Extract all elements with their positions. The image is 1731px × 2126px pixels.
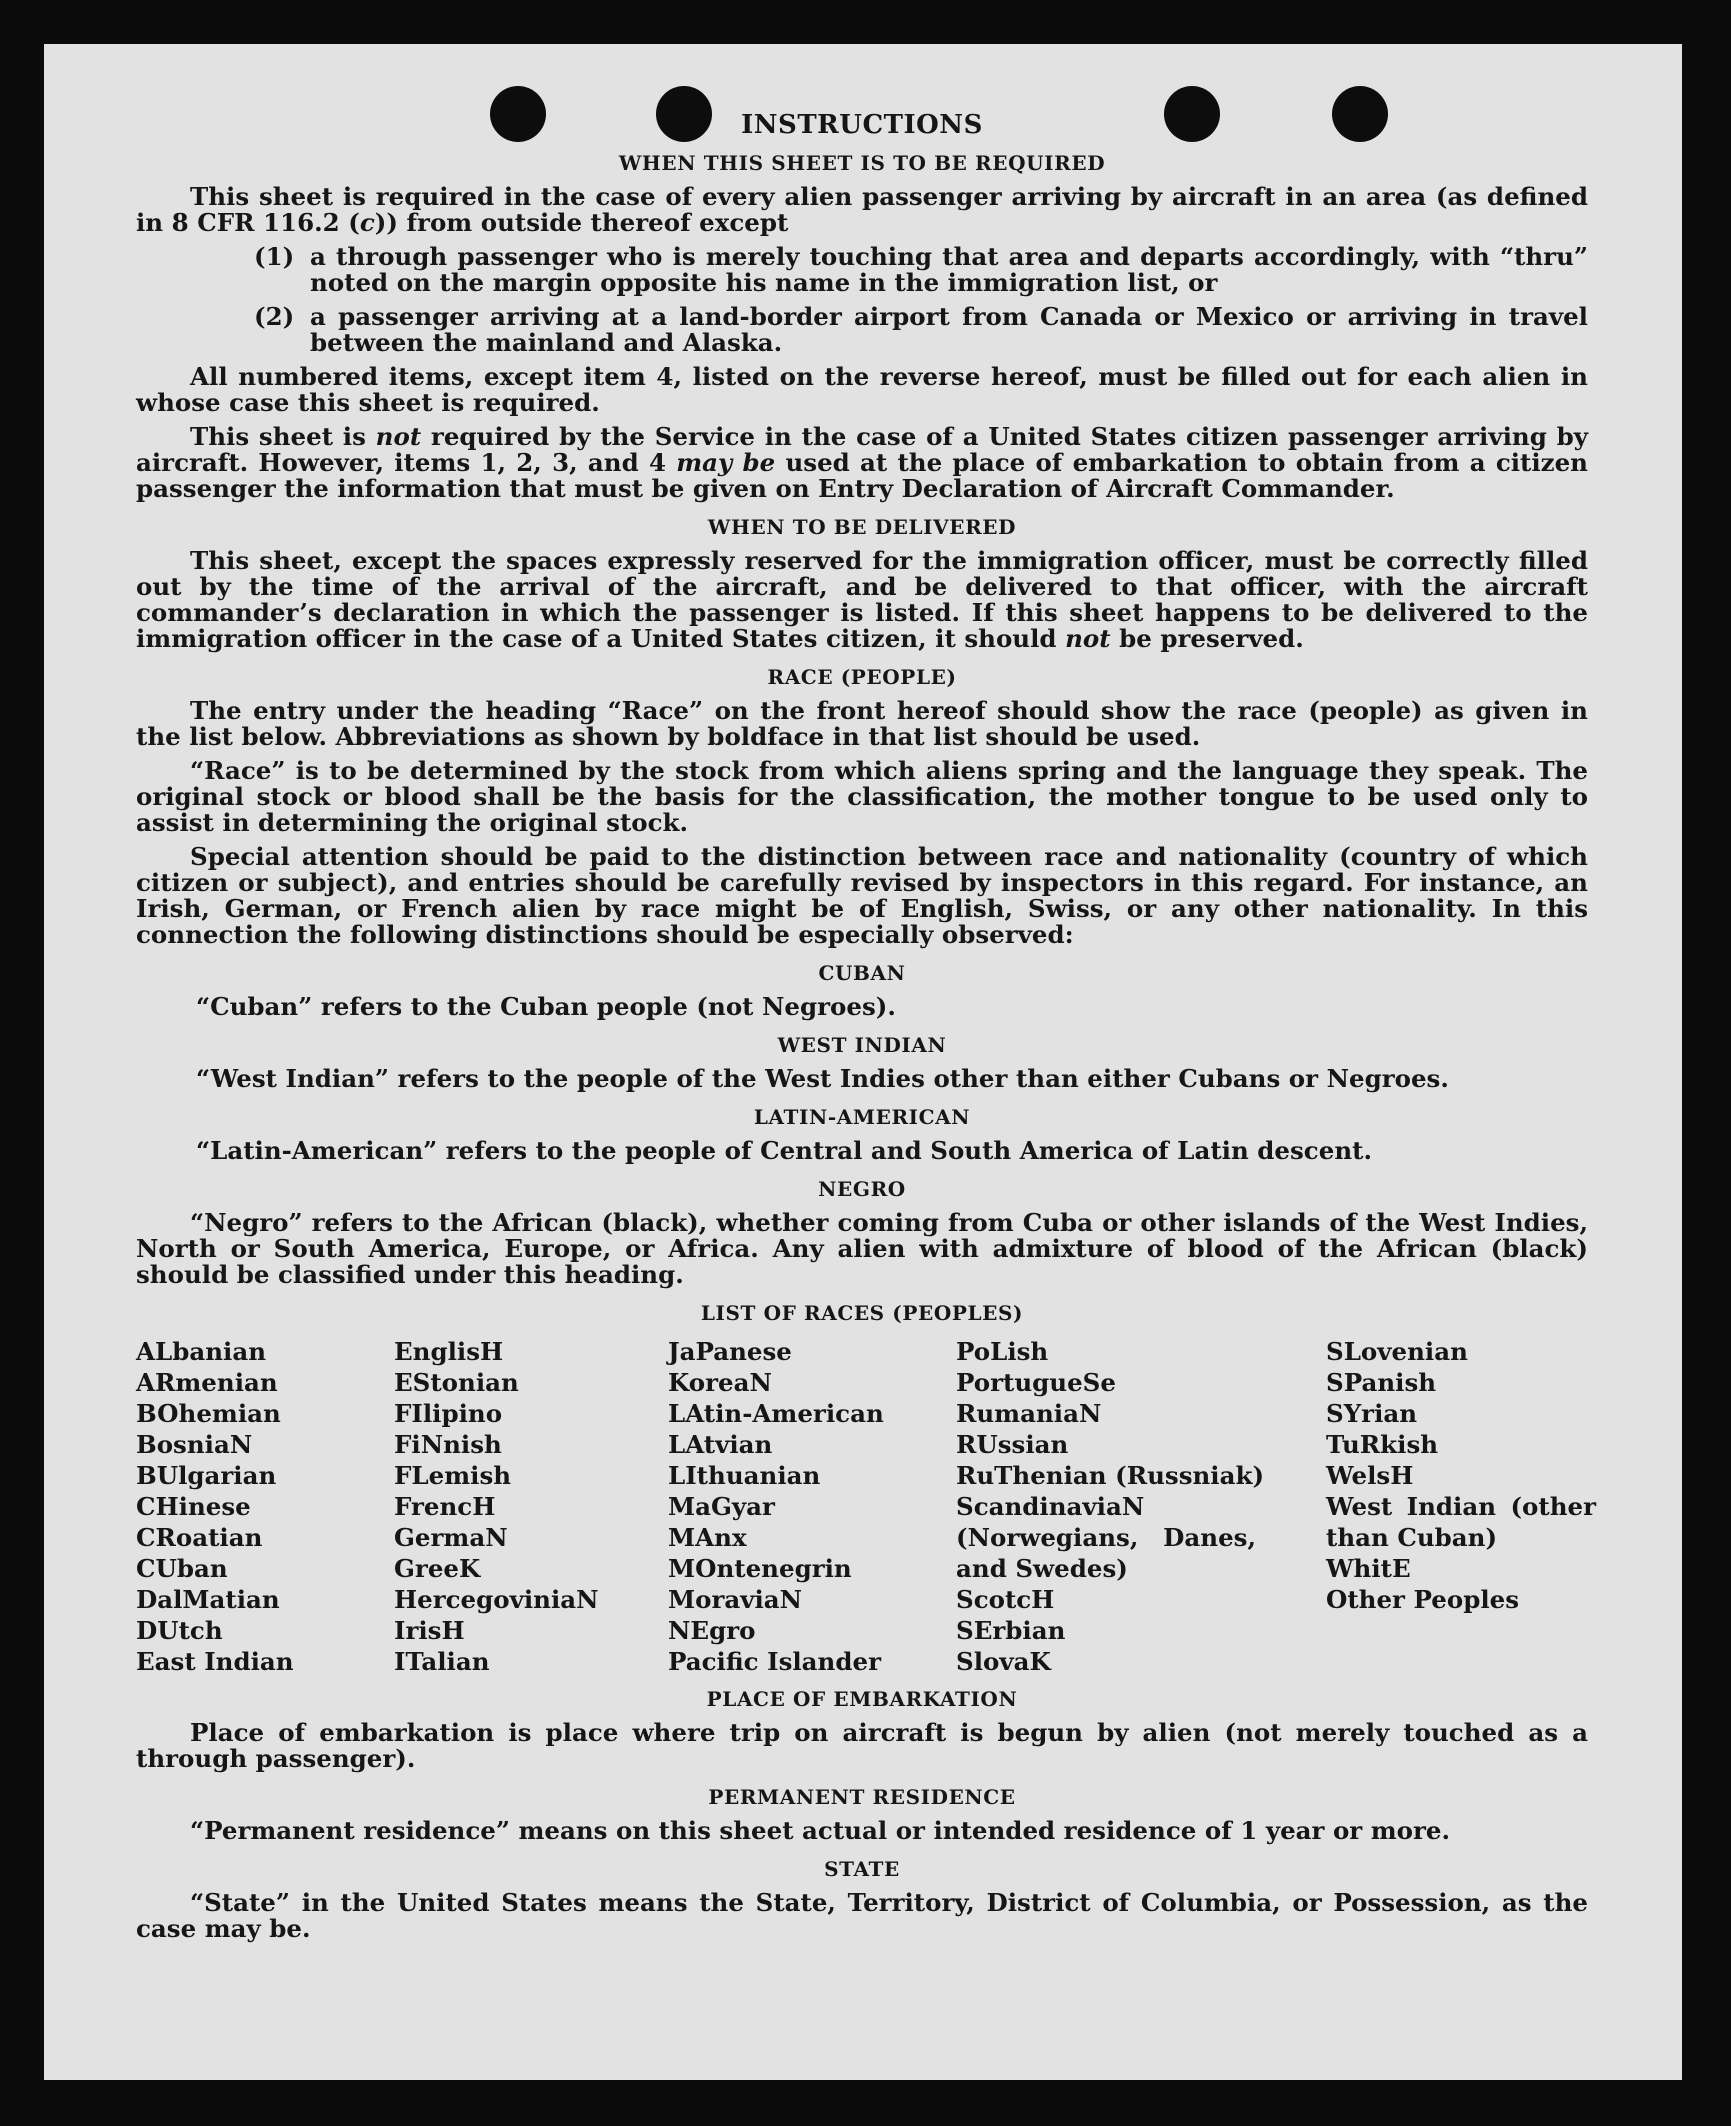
- heading-race: RACE (PEOPLE): [767, 665, 957, 689]
- races-column-2: [394, 1336, 599, 1677]
- race-entry: MAnx: [668, 1523, 747, 1552]
- race-entry: HercegoviniaN: [394, 1585, 599, 1614]
- document-sheet: [44, 44, 1682, 2080]
- heading-cuban: CUBAN: [818, 961, 906, 985]
- races-column-1: [136, 1336, 294, 1677]
- race-entry: FIlipino: [394, 1399, 503, 1428]
- races-list: [136, 1336, 1596, 1676]
- race-entry: NEgro: [668, 1616, 756, 1645]
- heading-list-of-races: LIST OF RACES (PEOPLES): [700, 1301, 1024, 1325]
- heading-place-of-embarkation: PLACE OF EMBARKATION: [706, 1687, 1018, 1711]
- race-entry: SErbian: [956, 1616, 1066, 1645]
- race-entry: BosniaN: [136, 1430, 253, 1459]
- race-entry: BUlgarian: [136, 1461, 277, 1490]
- race-entry: ScotcH: [956, 1585, 1055, 1614]
- race-entry: SlovaK: [956, 1647, 1051, 1676]
- race-entry: SPanish: [1326, 1368, 1437, 1397]
- race-entry: RumaniaN: [956, 1399, 1102, 1428]
- race-paragraph-1: The entry under the heading “Race” on the front hereof should show the race (people) as given in the list below. Abbreviations as shown by boldface in that list should be used.: [136, 696, 1588, 751]
- residence-definition: “Permanent residence” means on this sheet actual or intended residence of 1 year or more.: [190, 1816, 1451, 1845]
- heading-latin-american: LATIN-AMERICAN: [753, 1105, 971, 1129]
- state-definition: “State” in the United States means the State, Territory, District of Columbia, or Possession, as the case may be.: [136, 1888, 1588, 1943]
- race-entry: PoLish: [956, 1337, 1049, 1366]
- race-entry-west-indian: West Indian (other than Cuban): [1326, 1492, 1596, 1552]
- race-entry: IrisH: [394, 1616, 465, 1645]
- races-column-5: [1326, 1336, 1596, 1615]
- required-paragraph-2: All numbered items, except item 4, listed on the reverse hereof, must be filled out for each alien in whose case this sheet is required.: [136, 362, 1588, 417]
- race-entry: LIthuanian: [668, 1461, 821, 1490]
- race-entry: BOhemian: [136, 1399, 281, 1428]
- delivered-paragraph: This sheet, except the spaces expressly reserved for the immigration officer, must be correctly filled out by the time of the arrival of the aircraft, and be delivered to that officer, with the aircraft commander’s declaration in which the passenger is listed. If this sheet happens to be delivered to the immigration officer in the case of a United States citizen, it should not be preserved.: [136, 546, 1588, 653]
- race-entry: DUtch: [136, 1616, 223, 1645]
- race-entry: LAtvian: [668, 1430, 773, 1459]
- race-entry: ALbanian: [136, 1337, 267, 1366]
- race-entry: SLovenian: [1326, 1337, 1468, 1366]
- race-entry: GreeK: [394, 1554, 481, 1583]
- race-entry: EnglisH: [394, 1337, 504, 1366]
- race-entry: East Indian: [136, 1647, 294, 1676]
- heading-west-indian: WEST INDIAN: [777, 1033, 947, 1057]
- race-entry-scandinavian: ScandinaviaN (Norwegians, Danes, and Swedes): [956, 1492, 1256, 1583]
- race-paragraph-3: Special attention should be paid to the distinction between race and nationality (country of which citizen or subject), and entries should be carefully revised by inspectors in this regard. For instance, an Irish, German, or French alien by race might be of English, Swiss, or any other nationality. In this connection the following distinctions should be especially observed:: [136, 842, 1588, 949]
- races-column-3: [668, 1336, 884, 1677]
- heading-when-required: WHEN THIS SHEET IS TO BE REQUIRED: [618, 151, 1106, 175]
- west-indian-definition: “West Indian” refers to the people of the West Indies other than either Cubans or Negroes.: [196, 1064, 1449, 1093]
- heading-when-delivered: WHEN TO BE DELIVERED: [707, 515, 1017, 539]
- race-entry: Other Peoples: [1326, 1585, 1520, 1614]
- race-entry: WhitE: [1326, 1554, 1411, 1583]
- negro-definition: “Negro” refers to the African (black), whether coming from Cuba or other islands of the West Indies, North or South America, Europe, or Africa. Any alien with admixture of blood of the African (black) should be classified under this heading.: [136, 1208, 1588, 1289]
- heading-negro: NEGRO: [818, 1177, 906, 1201]
- race-entry: TuRkish: [1326, 1430, 1439, 1459]
- race-entry: MoraviaN: [668, 1585, 803, 1614]
- races-column-4: [956, 1336, 1265, 1677]
- race-entry: FrencH: [394, 1492, 496, 1521]
- instructions-content: [136, 110, 1596, 1950]
- race-entry: DalMatian: [136, 1585, 280, 1614]
- race-entry: RuThenian (Russniak): [956, 1461, 1265, 1490]
- race-entry: KoreaN: [668, 1368, 772, 1397]
- race-entry: MaGyar: [668, 1492, 775, 1521]
- race-entry: JaPanese: [668, 1337, 792, 1366]
- cuban-definition: “Cuban” refers to the Cuban people (not Negroes).: [196, 992, 896, 1021]
- race-entry: FLemish: [394, 1461, 512, 1490]
- page-title: INSTRUCTIONS: [741, 110, 983, 140]
- race-entry: LAtin-American: [668, 1399, 884, 1428]
- required-paragraph-3: This sheet is not required by the Service in the case of a United States citizen passenger arriving by aircraft. However, items 1, 2, 3, and 4 may be used at the place of embarkation to obtain from a citizen passenger the information that must be given on Entry Declaration of Aircraft Commander.: [136, 422, 1588, 503]
- race-entry: MOntenegrin: [668, 1554, 852, 1583]
- race-entry: SYrian: [1326, 1399, 1418, 1428]
- race-paragraph-2: “Race” is to be determined by the stock from which aliens spring and the language they speak. The original stock or blood shall be the basis for the classification, the mother tongue to be used only to assist in determining the original stock.: [136, 756, 1588, 837]
- race-entry: CHinese: [136, 1492, 251, 1521]
- race-entry: PortugueSe: [956, 1368, 1116, 1397]
- heading-state: STATE: [824, 1857, 900, 1881]
- race-entry: FiNnish: [394, 1430, 502, 1459]
- race-entry: CUban: [136, 1554, 228, 1583]
- race-entry: Pacific Islander: [668, 1647, 881, 1676]
- race-entry: ARmenian: [136, 1368, 278, 1397]
- embarkation-definition: Place of embarkation is place where trip on aircraft is begun by alien (not merely touched as a through passenger).: [136, 1718, 1588, 1773]
- heading-permanent-residence: PERMANENT RESIDENCE: [708, 1785, 1016, 1809]
- race-entry: EStonian: [394, 1368, 519, 1397]
- latin-american-definition: “Latin-American” refers to the people of Central and South America of Latin descent.: [196, 1136, 1372, 1165]
- race-entry: WelsH: [1326, 1461, 1414, 1490]
- race-entry: RUssian: [956, 1430, 1069, 1459]
- race-entry: ITalian: [394, 1647, 490, 1676]
- race-entry: GermaN: [394, 1523, 508, 1552]
- exception-item-2: (2) a passenger arriving at a land-border airport from Canada or Mexico or arriving in travel between the mainland and Alaska.: [254, 302, 1588, 357]
- exception-item-1: (1) a through passenger who is merely touching that area and departs accordingly, with “thru” noted on the margin opposite his name in the immigration list, or: [254, 242, 1588, 297]
- race-entry: CRoatian: [136, 1523, 263, 1552]
- required-paragraph-1: This sheet is required in the case of every alien passenger arriving by aircraft in an area (as defined in 8 CFR 116.2 (c)) from outside thereof except: [136, 182, 1588, 237]
